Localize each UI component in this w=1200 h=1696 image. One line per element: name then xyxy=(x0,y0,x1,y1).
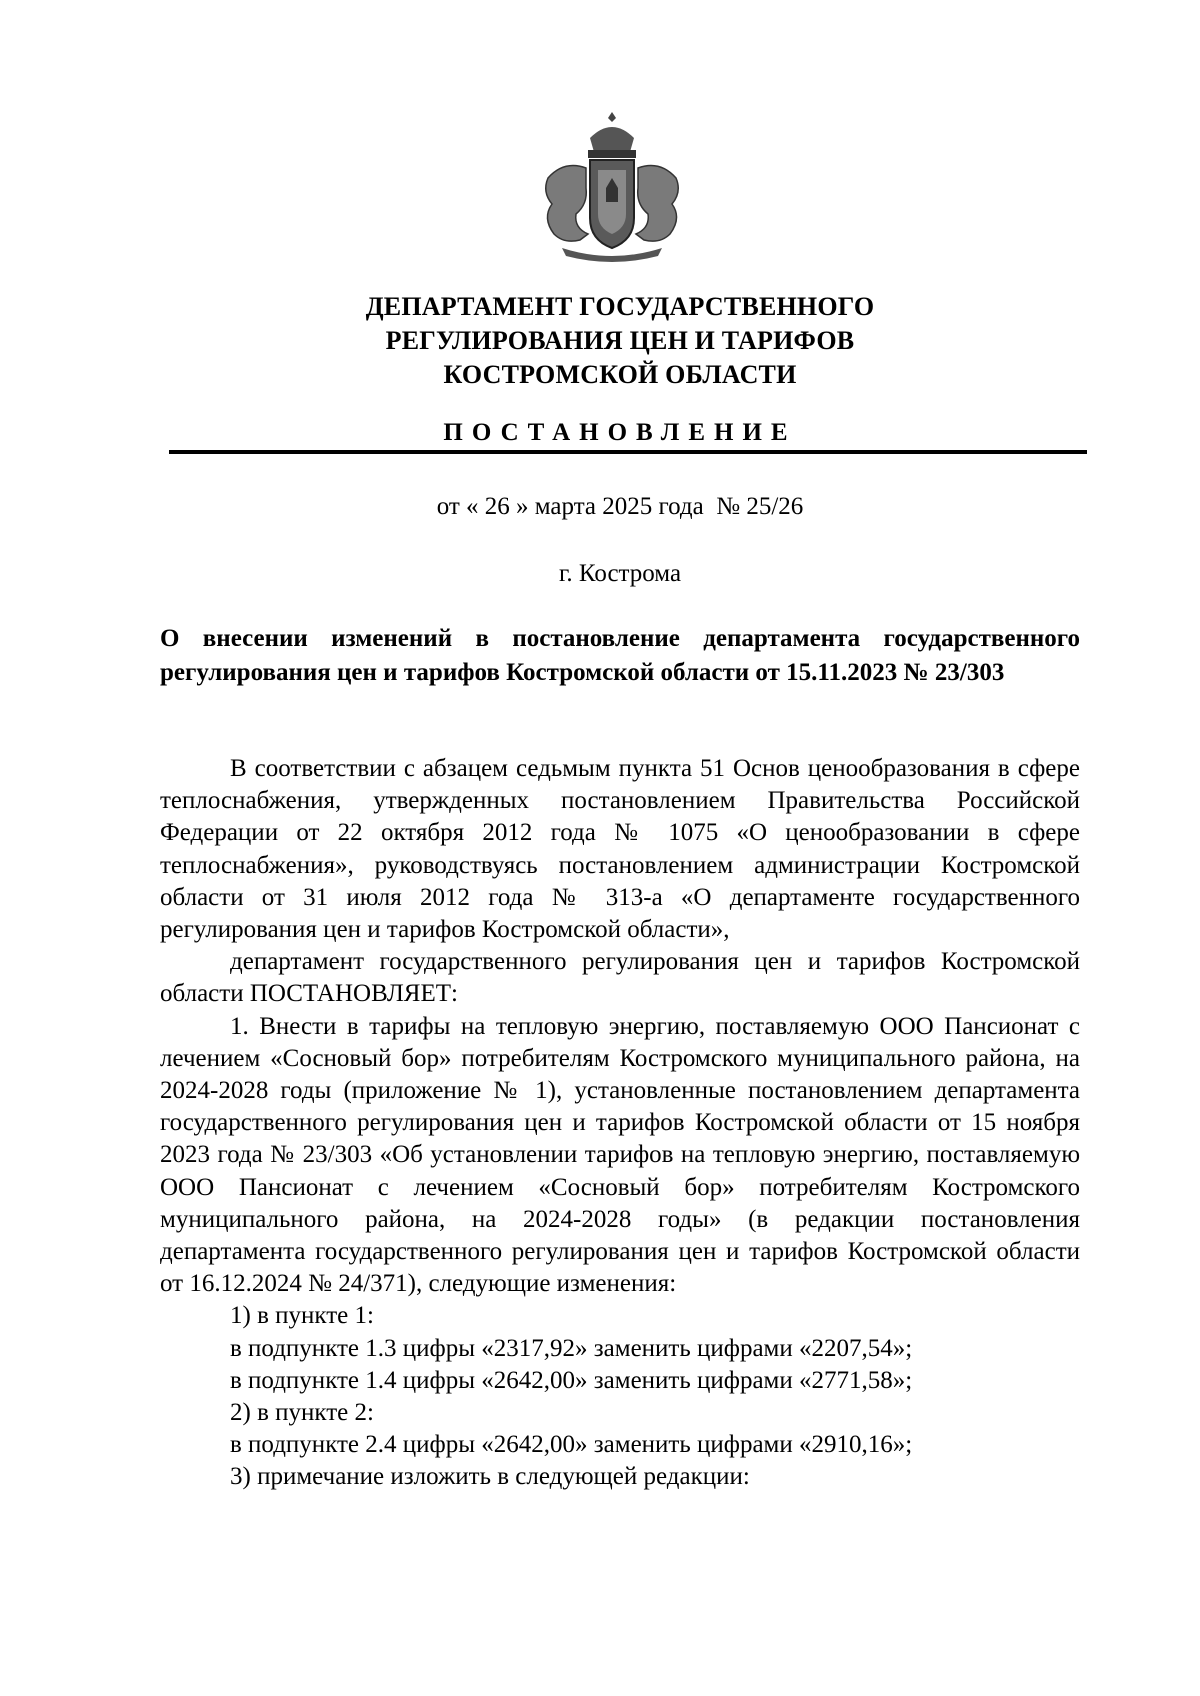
paragraph-resolves: департамент государственного регулирования цен и тарифов Костромской области ПОСТАНОВЛЯЕТ: xyxy=(160,948,1080,1008)
document-body xyxy=(160,753,1080,1494)
date-and-number: от « 26 » марта 2025 года № 25/26 xyxy=(436,493,804,520)
list-item: в подпункте 2.4 цифры «2642,00» заменить цифрами «2910,16»; xyxy=(230,1431,913,1459)
department-header xyxy=(160,290,1080,392)
list-item: в подпункте 1.4 цифры «2642,00» заменить цифрами «2771,58»; xyxy=(230,1366,913,1394)
document-type-heading: ПОСТАНОВЛЕНИЕ xyxy=(443,419,797,446)
coat-of-arms-icon xyxy=(532,108,692,266)
paragraph-item-1: 1. Внести в тарифы на тепловую энергию, поставляемую ООО Пансионат с лечением «Сосновый бор» потребителям Костромского муниципального района, на 2024-2028 годы (приложение № 1), установленные постановлением департамента государственного регулирования цен и тарифов Костромской области от 15 ноября 2023 года № 23/303 «Об установлении тарифов на тепловую энергию, поставляемую ООО Пансионат с лечением «Сосновый бор» потребителям Костромского муниципального района, на 2024-2028 годы» (в редакции постановления департамента государственного регулирования цен и тарифов Костромской области от 16.12.2024 № 24/371), следующие изменения: xyxy=(160,1012,1080,1298)
list-item: 2) в пункте 2: xyxy=(230,1399,374,1427)
paragraph-legal-basis: В соответствии с абзацем седьмым пункта 51 Основ ценообразования в сфере теплоснабжения, утвержденных постановлением Правительства Российской Федерации от 22 октября 2012 года № 1075 «О ценообразовании в сфере теплоснабжения», руководствуясь постановлением администрации Костромской области от 31 июля 2012 года № 313-а «О департаменте государственного регулирования цен и тарифов Костромской области», xyxy=(160,755,1080,944)
header-divider xyxy=(169,450,1087,454)
header-line-3: КОСТРОМСКОЙ ОБЛАСТИ xyxy=(443,360,797,389)
list-item: 3) примечание изложить в следующей редакции: xyxy=(230,1463,750,1491)
header-line-2: РЕГУЛИРОВАНИЯ ЦЕН И ТАРИФОВ xyxy=(385,326,855,355)
city-line: г. Кострома xyxy=(558,560,682,587)
document-title: О внесении изменений в постановление департамента государственного регулирования цен и тарифов Костромской области от 15.11.2023 № 23/303 xyxy=(160,625,1080,686)
list-item: в подпункте 1.3 цифры «2317,92» заменить цифрами «2207,54»; xyxy=(230,1334,913,1362)
header-line-1: ДЕПАРТАМЕНТ ГОСУДАРСТВЕННОГО xyxy=(365,292,875,321)
list-item: 1) в пункте 1: xyxy=(230,1302,374,1330)
